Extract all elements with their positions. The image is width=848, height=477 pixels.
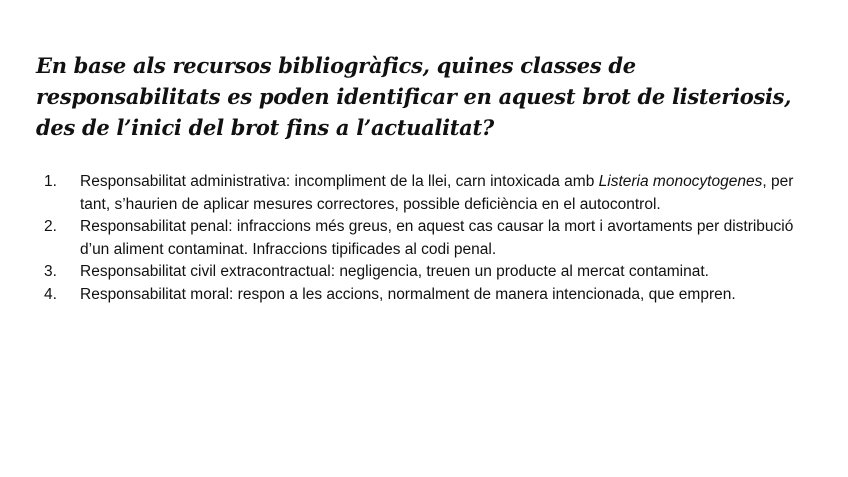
list-item — [42, 261, 822, 284]
list-item — [42, 284, 822, 307]
responsibility-list — [42, 171, 822, 306]
list-item — [42, 216, 822, 261]
list-item-number: 2. — [44, 218, 57, 235]
list-item-text: Responsabilitat administrativa: incompliment de la llei, carn intoxicada amb — [80, 173, 599, 190]
list-item-text: Responsabilitat civil extracontractual: negligencia, treuen un producte al mercat contaminat. — [80, 263, 709, 280]
list-item-text: Responsabilitat moral: respon a les accions, normalment de manera intencionada, que empren. — [80, 285, 736, 303]
list-item-text: Responsabilitat penal: infraccions més greus, en aquest cas causar la mort i avortaments per distribució d’un aliment contaminat. Infraccions tipificades al codi penal. — [80, 218, 794, 258]
slide-title: En base als recursos bibliogràfics, quines classes de responsabilitats es poden identificar en aquest brot de listeriosis, des de l’inici del brot fins a l’actualitat? — [36, 53, 792, 140]
list-item-text-continued: , per tant, s’haurien de aplicar mesures correctores, possible deficiència en el autocontrol. — [80, 173, 794, 213]
list-item-italic-text: Listeria monocytogenes — [598, 173, 763, 190]
list-item-number: 4. — [44, 285, 57, 303]
list-item-number: 3. — [44, 263, 57, 280]
list-item — [42, 171, 822, 216]
list-item-number: 1. — [44, 173, 57, 190]
